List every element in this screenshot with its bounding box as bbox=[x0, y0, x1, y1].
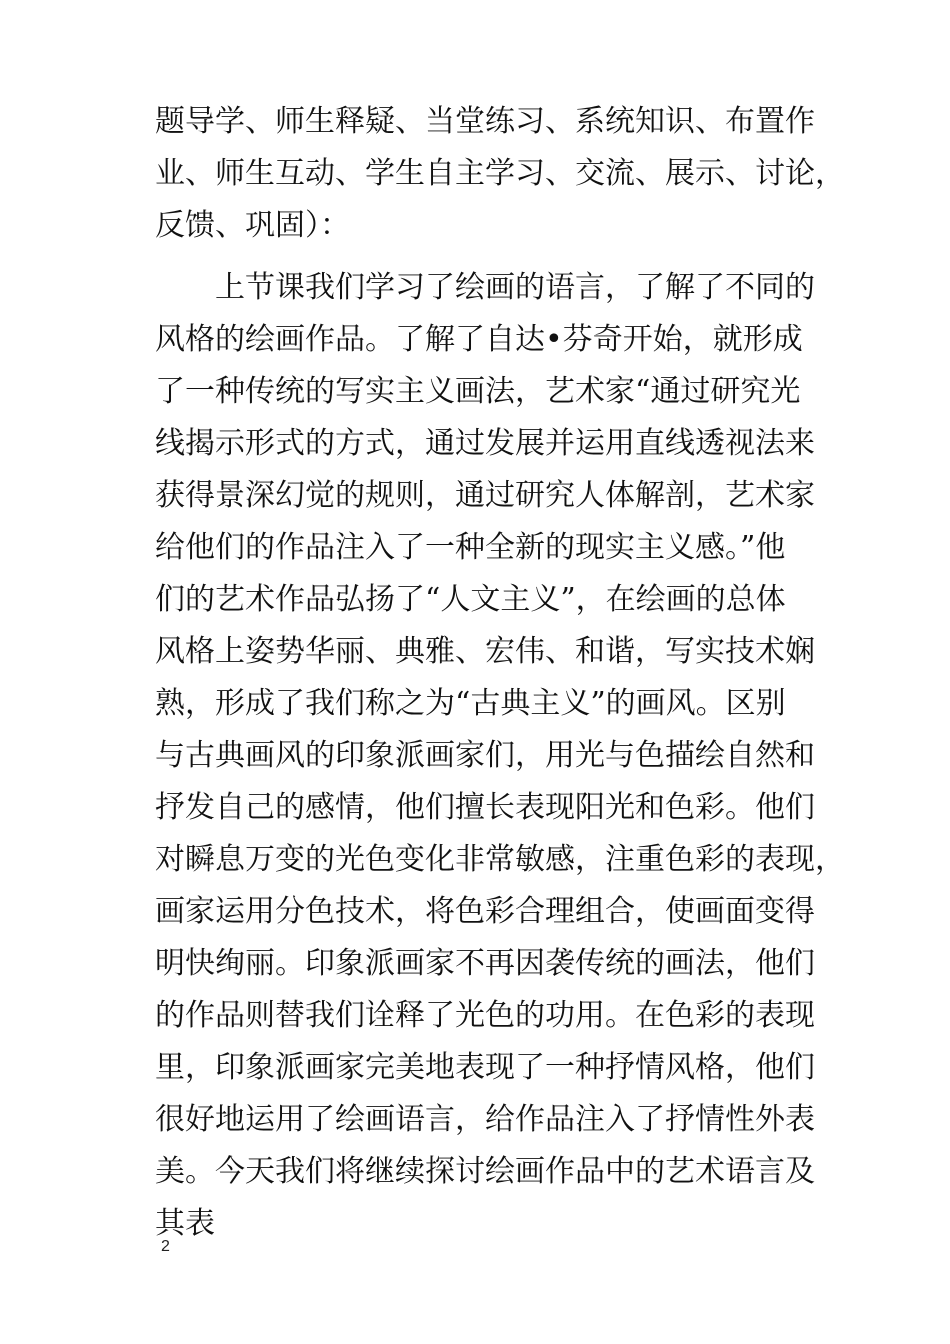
text-line: 了一种传统的写实主义画法，艺术家“通过研究光 bbox=[155, 374, 801, 409]
text-line: 给他们的作品注入了一种全新的现实主义感。”他 bbox=[155, 530, 786, 565]
text-line: 题导学、师生释疑、当堂练习、系统知识、布置作 bbox=[155, 104, 815, 139]
text-line: 上节课我们学习了绘画的语言，了解了不同的 bbox=[215, 270, 815, 305]
text-line: 里，印象派画家完美地表现了一种抒情风格，他们 bbox=[155, 1050, 815, 1085]
paragraph-1 bbox=[155, 96, 845, 252]
text-line: 反馈、巩固）： bbox=[155, 208, 350, 243]
body-text bbox=[155, 96, 845, 1250]
text-line: 美。今天我们将继续探讨绘画作品中的艺术语言及 bbox=[155, 1154, 815, 1189]
text-line: 们的艺术作品弘扬了“人文主义”，在绘画的总体 bbox=[155, 582, 786, 617]
text-line: 获得景深幻觉的规则，通过研究人体解剖，艺术家 bbox=[155, 478, 815, 513]
text-line: 熟，形成了我们称之为“古典主义”的画风。区别 bbox=[155, 686, 786, 721]
text-line: 业、师生互动、学生自主学习、交流、展示、讨论， bbox=[155, 156, 845, 191]
paragraph-gap bbox=[155, 252, 815, 262]
text-line: 风格的绘画作品。了解了自达•芬奇开始，就形成 bbox=[155, 322, 803, 357]
text-line: 对瞬息万变的光色变化非常敏感，注重色彩的表现， bbox=[155, 842, 845, 877]
text-line: 其表 bbox=[155, 1206, 215, 1241]
text-line: 与古典画风的印象派画家们，用光与色描绘自然和 bbox=[155, 738, 815, 773]
page-number: 2 bbox=[161, 1238, 170, 1255]
text-line: 画家运用分色技术，将色彩合理组合，使画面变得 bbox=[155, 894, 815, 929]
text-line: 的作品则替我们诠释了光色的功用。在色彩的表现 bbox=[155, 998, 815, 1033]
text-line: 很好地运用了绘画语言，给作品注入了抒情性外表 bbox=[155, 1102, 815, 1137]
paragraph-2 bbox=[155, 262, 845, 1250]
text-line: 风格上姿势华丽、典雅、宏伟、和谐，写实技术娴 bbox=[155, 634, 815, 669]
text-line: 线揭示形式的方式，通过发展并运用直线透视法来 bbox=[155, 426, 815, 461]
text-line: 明快绚丽。印象派画家不再因袭传统的画法，他们 bbox=[155, 946, 815, 981]
text-line: 抒发自己的感情，他们擅长表现阳光和色彩。他们 bbox=[155, 790, 815, 825]
